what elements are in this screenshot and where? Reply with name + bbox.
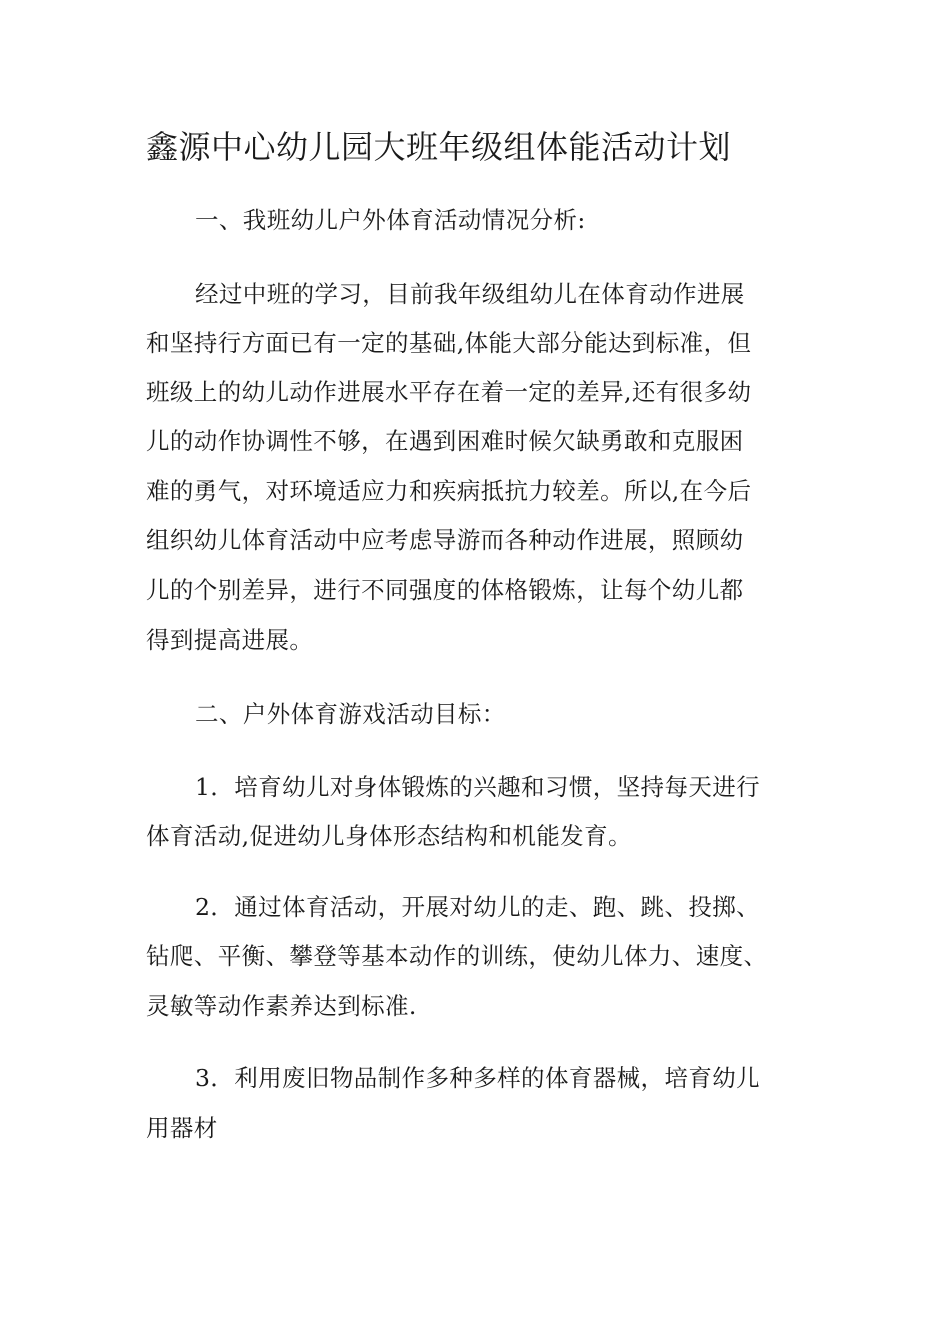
section-2-heading: 二、户外体育游戏活动目标：: [195, 700, 506, 728]
paragraph-line: 班级上的幼儿动作进展水平存在着一定的差异,还有很多幼: [146, 378, 752, 406]
goal-item-line: 用器材: [146, 1114, 218, 1142]
goal-item-line: 1．培育幼儿对身体锻炼的兴趣和习惯，坚持每天进行: [195, 773, 761, 801]
goal-item-line: 2．通过体育活动，开展对幼儿的走、跑、跳、投掷、: [195, 893, 761, 921]
goal-item-line: 钻爬、平衡、攀登等基本动作的训练，使幼儿体力、速度、: [146, 942, 768, 970]
section-1-heading: 一、我班幼儿户外体育活动情况分析:: [195, 206, 586, 234]
goal-item-line: 3．利用废旧物品制作多种多样的体育器械，培育幼儿: [195, 1064, 761, 1092]
document-title: 鑫源中心幼儿园大班年级组体能活动计划: [146, 128, 732, 166]
goal-item-line: 灵敏等动作素养达到标准.: [146, 992, 417, 1020]
paragraph-line: 经过中班的学习，目前我年级组幼儿在体育动作进展: [195, 280, 745, 308]
paragraph-line: 难的勇气，对环境适应力和疾病抵抗力较差。所以,在今后: [146, 477, 752, 505]
paragraph-line: 得到提高进展。: [146, 626, 314, 654]
paragraph-line: 儿的个别差异，进行不同强度的体格锻炼，让每个幼儿都: [146, 576, 744, 604]
paragraph-line: 组织幼儿体育活动中应考虑导游而各种动作进展，照顾幼: [146, 526, 744, 554]
paragraph-line: 儿的动作协调性不够，在遇到困难时候欠缺勇敢和克服困: [146, 427, 744, 455]
goal-item-line: 体育活动,促进幼儿身体形态结构和机能发育。: [146, 822, 632, 850]
paragraph-line: 和坚持行方面已有一定的基础,体能大部分能达到标准，但: [146, 329, 752, 357]
